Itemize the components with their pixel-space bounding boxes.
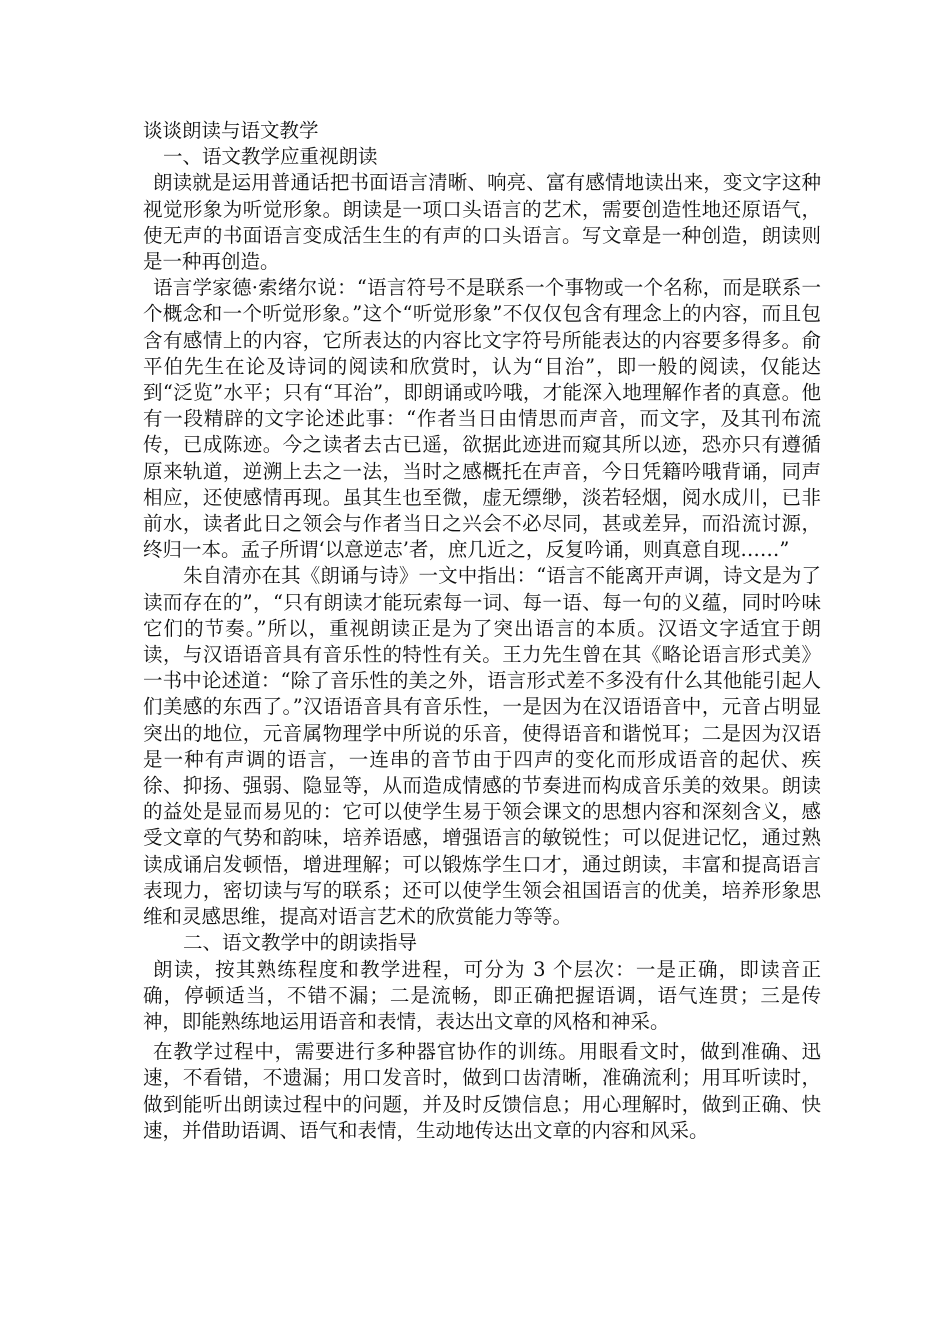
- section-heading-1: 一、语文教学应重视朗读: [163, 145, 378, 169]
- document-title: 谈谈朗读与语文教学: [143, 119, 319, 142]
- paragraph: 语言学家德·索绪尔说：“语言符号不是联系一个事物或一个名称，而是联系一个概念和一个听觉形象。”这个“听觉形象”不仅仅包含有理念上的内容，而且包含有感情上的内容，它所表达的内容比文字符号所能表达的内容要多得多。俞平伯先生在论及诗词的阅读和欣赏时，认为“目治”，即一般的阅读，仅能达到“泛览”水平；只有“耳治”，即朗诵或吟哦，才能深入地理解作者的真意。他有一段精辟的文字论述此事：“作者当日由情思而声音，而文字，及其刊布流传，已成陈迹。今之读者去古已遥，欲据此迹进而窥其所以迹，恐亦只有遵循原来轨道，逆溯上去之一法，当时之感概托在声音，今日凭籍吟哦背诵，同声相应，还使感情再现。虽其生也至微，虚无缥缈，淡若轻烟，阅水成川，已非前水，读者此日之领会与作者当日之兴会不必尽同，甚或差异，而沿流讨源，终归一本。孟子所谓‘以意逆志’者，庶几近之，反复吟诵，则真意自现……”: [143, 276, 821, 562]
- paragraph: 朱自清亦在其《朗诵与诗》一文中指出：“语言不能离开声调，诗文是为了读而存在的”，“只有朗读才能玩索每一词、每一语、每一句的义蕴，同时吟味它们的节奏。”所以，重视朗读正是为了突出语言的本质。汉语文字适宜于朗读，与汉语语音具有音乐性的特性有关。王力先生曾在其《略论语言形式美》一书中论述道：“除了音乐性的美之外，语言形式差不多没有什么其他能引起人们美感的东西了。”汉语语音具有音乐性，一是因为在汉语语音中，元音占明显突出的地位，元音属物理学中所说的乐音，使得语音和谐悦耳；二是因为汉语是一种有声调的语言，一连串的音节由于四声的变化而形成语音的起伏、疾徐、抑扬、强弱、隐显等，从而造成情感的节奏进而构成音乐美的效果。朗读的益处是显而易见的：它可以使学生易于领会课文的思想内容和深刻含义，感受文章的气势和韵味，培养语感，增强语言的敏锐性；可以促进记忆，通过熟读成诵启发顿悟，增进理解；可以锻炼学生口才，通过朗读，丰富和提高语言表现力，密切读与写的联系；还可以使学生领会祖国语言的优美，培养形象思维和灵感思维，提高对语言艺术的欣赏能力等等。: [143, 564, 821, 929]
- paragraph: 在教学过程中，需要进行多种器官协作的训练。用眼看文时，做到准确、迅速，不看错，不遗漏；用口发音时，做到口齿清晰，准确流利；用耳听读时，做到能听出朗读过程中的问题，并及时反馈信息；用心理解时，做到正确、快速，并借助语调、语气和表情，生动地传达出文章的内容和风采。: [143, 1040, 821, 1142]
- section-heading-2: 二、语文教学中的朗读指导: [183, 931, 418, 955]
- paragraph: 朗读，按其熟练程度和教学进程，可分为 3 个层次：一是正确，即读音正确，停顿适当，不错不漏；二是流畅，即正确把握语调，语气连贯；三是传神，即能熟练地运用语音和表情，表达出文章的风格和神采。: [143, 957, 821, 1033]
- paragraph: 朗读就是运用普通话把书面语言清晰、响亮、富有感情地读出来，变文字这种视觉形象为听觉形象。朗读是一项口头语言的艺术，需要创造性地还原语气，使无声的书面语言变成活生生的有声的口头语言。写文章是一种创造，朗读则是一种再创造。: [143, 171, 821, 274]
- document-body: [143, 118, 821, 1144]
